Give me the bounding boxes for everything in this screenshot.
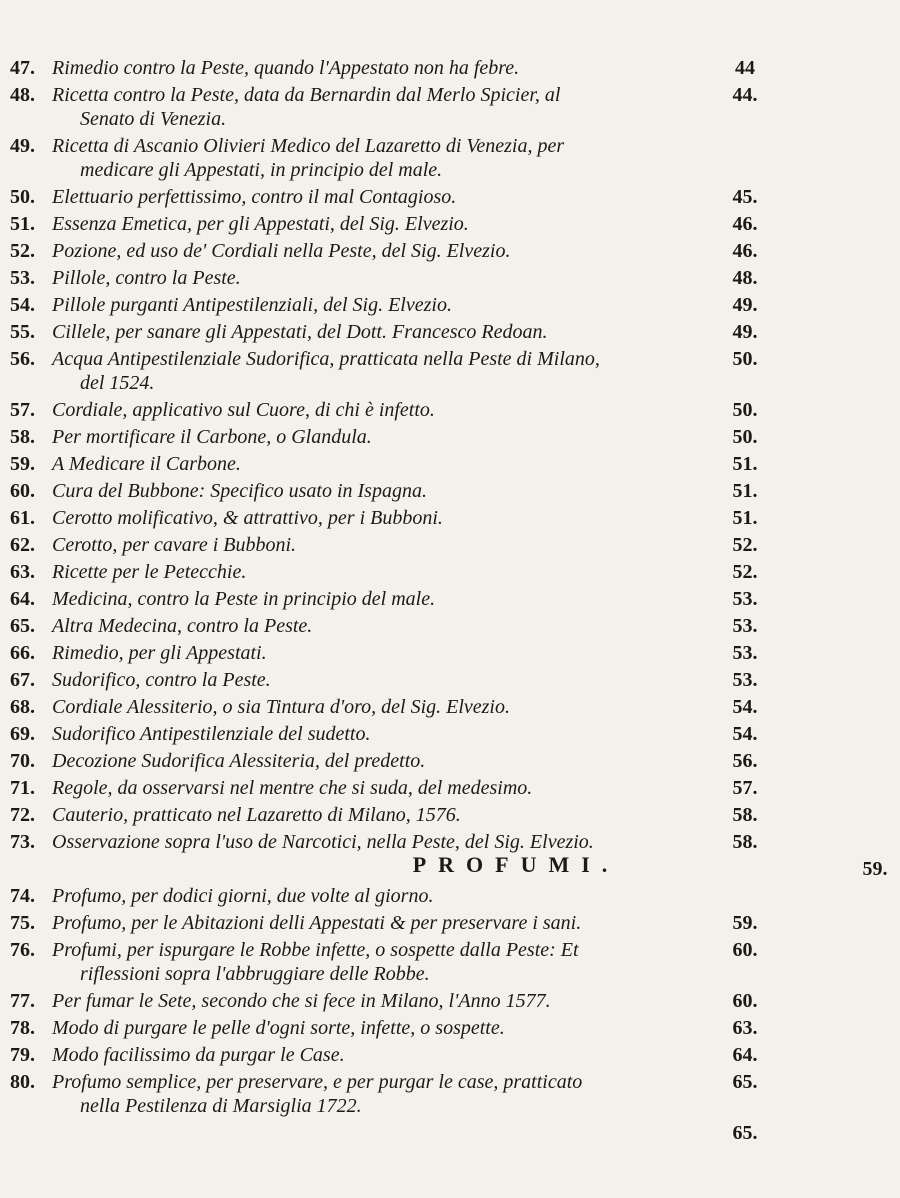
index-entry bbox=[0, 614, 801, 638]
entry-text bbox=[52, 938, 720, 986]
entry-title: Sudorifico, contro la Peste. bbox=[52, 669, 271, 691]
index-entry bbox=[0, 911, 801, 935]
entry-number: 69. bbox=[10, 723, 35, 745]
entry-continuation: nella Pestilenza di Marsiglia 1722. bbox=[80, 1095, 362, 1117]
entry-title: Profumo semplice, per preservare, e per purgar le case, pratticato bbox=[52, 1071, 583, 1093]
entry-title: Cura del Bubbone: Specifico usato in Ispagna. bbox=[52, 480, 427, 502]
entry-text bbox=[52, 452, 720, 476]
index-entry bbox=[0, 641, 801, 665]
entry-text bbox=[52, 803, 720, 827]
entry-page-number: 49. bbox=[732, 321, 758, 343]
entry-page-number: 46. bbox=[732, 213, 758, 235]
index-entry bbox=[0, 533, 801, 557]
entry-continuation: Senato di Venezia. bbox=[80, 108, 227, 130]
entry-page-number: 52. bbox=[732, 561, 758, 583]
entry-text bbox=[52, 398, 720, 422]
index-entry bbox=[0, 749, 801, 773]
entry-page-number: 53. bbox=[732, 669, 758, 691]
entry-title: Cerotto molificativo, & attrattivo, per i Bubboni. bbox=[52, 507, 443, 529]
entry-number: 66. bbox=[10, 642, 35, 664]
entry-number: 49. bbox=[10, 135, 35, 157]
index-entry bbox=[0, 884, 801, 908]
entry-text bbox=[52, 776, 720, 800]
entry-number: 70. bbox=[10, 750, 35, 772]
entry-page-number: 53. bbox=[732, 642, 758, 664]
entry-page-number: 60. bbox=[732, 939, 758, 961]
entry-page-number: 56. bbox=[732, 750, 758, 772]
entry-number: 65. bbox=[10, 615, 35, 637]
entry-number: 76. bbox=[10, 939, 35, 961]
index-entry bbox=[0, 320, 801, 344]
entry-title: Cordiale Alessiterio, o sia Tintura d'oro, del Sig. Elvezio. bbox=[52, 696, 510, 718]
entry-text bbox=[52, 989, 720, 1013]
entry-page-number: 65. bbox=[732, 1071, 758, 1093]
entry-title: Rimedio, per gli Appestati. bbox=[52, 642, 267, 664]
entry-text bbox=[52, 56, 720, 80]
entry-text bbox=[52, 134, 720, 182]
entry-title: Per mortificare il Carbone, o Glandula. bbox=[52, 426, 372, 448]
entry-page-number: 51. bbox=[732, 480, 758, 502]
entry-title: Cauterio, pratticato nel Lazaretto di Milano, 1576. bbox=[52, 804, 461, 826]
entry-page-number: 52. bbox=[732, 534, 758, 556]
entry-number: 68. bbox=[10, 696, 35, 718]
entry-text bbox=[52, 533, 720, 557]
entry-continuation: medicare gli Appestati, in principio del male. bbox=[80, 159, 443, 181]
entry-number: 72. bbox=[10, 804, 35, 826]
entry-title: A Medicare il Carbone. bbox=[52, 453, 241, 475]
entry-title: Elettuario perfettissimo, contro il mal Contagioso. bbox=[52, 186, 457, 208]
index-entry bbox=[0, 212, 801, 236]
index-entry bbox=[0, 776, 801, 800]
index-entry bbox=[0, 506, 801, 530]
entry-page-number: 57. bbox=[732, 777, 758, 799]
entry-title: Cerotto, per cavare i Bubboni. bbox=[52, 534, 297, 556]
index-entry bbox=[0, 938, 801, 986]
index-entry bbox=[0, 293, 801, 317]
entry-title: Rimedio contro la Peste, quando l'Appestato non ha febre. bbox=[52, 57, 520, 79]
entry-page-number: 64. bbox=[732, 1044, 758, 1066]
entry-number: 75. bbox=[10, 912, 35, 934]
entry-text bbox=[52, 911, 720, 935]
entry-text bbox=[52, 668, 720, 692]
entry-number: 62. bbox=[10, 534, 35, 556]
entry-title: Profumo, per dodici giorni, due volte al giorno. bbox=[52, 885, 434, 907]
entry-number: 80. bbox=[10, 1071, 35, 1093]
entry-number: 64. bbox=[10, 588, 35, 610]
entry-title: Decozione Sudorifica Alessiteria, del predetto. bbox=[52, 750, 426, 772]
entry-page-number: 49. bbox=[732, 294, 758, 316]
entry-list bbox=[0, 56, 888, 1148]
index-entry bbox=[0, 134, 801, 182]
entry-text bbox=[52, 1043, 720, 1067]
entry-title: Altra Medecina, contro la Peste. bbox=[52, 615, 313, 637]
entry-number: 50. bbox=[10, 186, 35, 208]
entry-page-number: 60. bbox=[732, 990, 758, 1012]
entry-number: 58. bbox=[10, 426, 35, 448]
section-heading-row bbox=[0, 852, 888, 881]
index-entry bbox=[0, 56, 801, 80]
entry-page-number: 51. bbox=[732, 507, 758, 529]
entry-page-number: 63. bbox=[732, 1017, 758, 1039]
heading-page-number: 59. bbox=[862, 858, 888, 880]
entry-text bbox=[52, 185, 720, 209]
index-entry bbox=[0, 587, 801, 611]
index-entry bbox=[0, 1070, 801, 1118]
entry-page-number: 50. bbox=[732, 399, 758, 421]
entry-text bbox=[52, 1070, 720, 1118]
entry-page-number: 45. bbox=[732, 186, 758, 208]
entry-title: Profumo, per le Abitazioni delli Appestati & per preservare i sani. bbox=[52, 912, 582, 934]
entry-page-number: 51. bbox=[732, 453, 758, 475]
index-entry bbox=[0, 425, 801, 449]
entry-page-number: 50. bbox=[732, 348, 758, 370]
entry-title: Sudorifico Antipestilenziale del sudetto. bbox=[52, 723, 371, 745]
entry-number: 52. bbox=[10, 240, 35, 262]
entry-page-number: 44. bbox=[732, 84, 758, 106]
entry-title: Pozione, ed uso de' Cordiali nella Peste, del Sig. Elvezio. bbox=[52, 240, 511, 262]
entry-number: 47. bbox=[10, 57, 35, 79]
index-entry bbox=[0, 266, 801, 290]
entry-continuation: del 1524. bbox=[80, 372, 155, 394]
entry-page-number: 58. bbox=[732, 804, 758, 826]
entry-text bbox=[52, 641, 720, 665]
entry-number: 60. bbox=[10, 480, 35, 502]
entry-title: Osservazione sopra l'uso de Narcotici, nella Peste, del Sig. Elvezio. bbox=[52, 831, 594, 853]
entry-number: 74. bbox=[10, 885, 35, 907]
index-entry bbox=[0, 1043, 801, 1067]
index-entry bbox=[0, 83, 801, 131]
entry-number: 77. bbox=[10, 990, 35, 1012]
entry-number: 61. bbox=[10, 507, 35, 529]
entry-number: 78. bbox=[10, 1017, 35, 1039]
entry-continuation: riflessioni sopra l'abbruggiare delle Robbe. bbox=[80, 963, 430, 985]
entry-title: Medicina, contro la Peste in principio del male. bbox=[52, 588, 436, 610]
entry-page-number: 54. bbox=[732, 723, 758, 745]
index-entry bbox=[0, 722, 801, 746]
index-entry bbox=[0, 239, 801, 263]
entry-number: 71. bbox=[10, 777, 35, 799]
entry-text bbox=[52, 347, 720, 395]
entry-title: Cordiale, applicativo sul Cuore, di chi è infetto. bbox=[52, 399, 435, 421]
entry-number: 55. bbox=[10, 321, 35, 343]
entry-number: 54. bbox=[10, 294, 35, 316]
entry-title: Modo facilissimo da purgar le Case. bbox=[52, 1044, 345, 1066]
entry-text bbox=[52, 83, 720, 131]
entry-text bbox=[52, 1016, 720, 1040]
entry-number: 56. bbox=[10, 348, 35, 370]
entry-page-number: 59. bbox=[732, 912, 758, 934]
entry-title: Profumi, per ispurgare le Robbe infette, o sospette dalla Peste: Et bbox=[52, 939, 579, 961]
index-entry bbox=[0, 560, 801, 584]
entry-text bbox=[52, 695, 720, 719]
index-entry bbox=[0, 803, 801, 827]
entry-number: 63. bbox=[10, 561, 35, 583]
entry-number: 73. bbox=[10, 831, 35, 853]
entry-number: 57. bbox=[10, 399, 35, 421]
entry-page-number: 48. bbox=[732, 267, 758, 289]
index-entry bbox=[0, 830, 801, 854]
entry-page-number: 44 bbox=[735, 57, 755, 79]
entry-title: Pillole purganti Antipestilenziali, del Sig. Elvezio. bbox=[52, 294, 452, 316]
entry-title: Per fumar le Sete, secondo che si fece in Milano, l'Anno 1577. bbox=[52, 990, 551, 1012]
index-entry bbox=[0, 695, 801, 719]
trailing-row bbox=[0, 1121, 801, 1145]
entry-number: 53. bbox=[10, 267, 35, 289]
entry-title: Ricetta di Ascanio Olivieri Medico del Lazaretto di Venezia, per bbox=[52, 135, 565, 157]
entry-text bbox=[52, 425, 720, 449]
entry-text bbox=[52, 293, 720, 317]
entry-title: Essenza Emetica, per gli Appestati, del Sig. Elvezio. bbox=[52, 213, 469, 235]
index-entry bbox=[0, 185, 801, 209]
entry-text bbox=[52, 884, 720, 908]
entry-text bbox=[52, 506, 720, 530]
entry-title: Pillole, contro la Peste. bbox=[52, 267, 241, 289]
index-entry bbox=[0, 452, 801, 476]
section-heading: PROFUMI. bbox=[412, 852, 620, 877]
entry-number: 79. bbox=[10, 1044, 35, 1066]
index-entry bbox=[0, 347, 801, 395]
entry-text bbox=[52, 560, 720, 584]
entry-page-number: 46. bbox=[732, 240, 758, 262]
entry-page-number: 53. bbox=[732, 615, 758, 637]
entry-text bbox=[52, 239, 720, 263]
entry-page-number: 50. bbox=[732, 426, 758, 448]
entry-title: Regole, da osservarsi nel mentre che si suda, del medesimo. bbox=[52, 777, 533, 799]
entry-number: 59. bbox=[10, 453, 35, 475]
index-entry bbox=[0, 668, 801, 692]
entry-title: Acqua Antipestilenziale Sudorifica, pratticata nella Peste di Milano, bbox=[52, 348, 600, 370]
entry-page-number: 53. bbox=[732, 588, 758, 610]
entry-title: Modo di purgare le pelle d'ogni sorte, infette, o sospette. bbox=[52, 1017, 505, 1039]
index-entry bbox=[0, 398, 801, 422]
entry-page-number: 58. bbox=[732, 831, 758, 853]
entry-text bbox=[52, 212, 720, 236]
index-entry bbox=[0, 479, 801, 503]
entry-number: 67. bbox=[10, 669, 35, 691]
entry-text bbox=[52, 320, 720, 344]
entry-title: Cillele, per sanare gli Appestati, del Dott. Francesco Redoan. bbox=[52, 321, 548, 343]
entry-title: Ricette per le Petecchie. bbox=[52, 561, 247, 583]
entry-text bbox=[52, 749, 720, 773]
entry-title: Ricetta contro la Peste, data da Bernardin dal Merlo Spicier, al bbox=[52, 84, 561, 106]
entry-text bbox=[52, 722, 720, 746]
entry-text bbox=[52, 587, 720, 611]
entry-text bbox=[52, 479, 720, 503]
index-entry bbox=[0, 1016, 801, 1040]
index-entry bbox=[0, 989, 801, 1013]
entry-text bbox=[52, 614, 720, 638]
entry-number: 51. bbox=[10, 213, 35, 235]
entry-text bbox=[52, 266, 720, 290]
entry-page-number: 54. bbox=[732, 696, 758, 718]
trailing-page-number: 65. bbox=[732, 1122, 758, 1144]
entry-text bbox=[52, 830, 720, 854]
entry-number: 48. bbox=[10, 84, 35, 106]
